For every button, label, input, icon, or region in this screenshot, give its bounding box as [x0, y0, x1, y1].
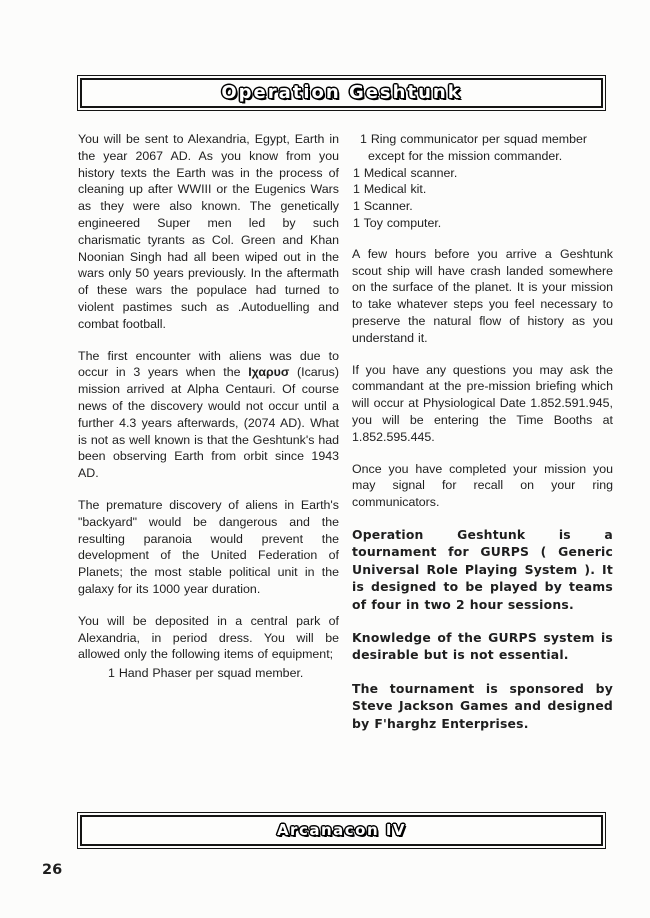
equipment-item-medical-kit: 1 Medical kit. [353, 182, 427, 197]
paragraph-recall: Once you have completed your mission you may signal for recall on your ring communicators. [352, 461, 613, 510]
equipment-list [352, 131, 613, 232]
next-section-title: Arcanacon IV [276, 821, 407, 839]
note-sponsor: The tournament is sponsored by Steve Jackson Games and designed by F'harghz Enterprises. [352, 680, 613, 731]
bottom-title-banner [77, 812, 606, 849]
note-knowledge: Knowledge of the GURPS system is desirable but is not essential. [352, 629, 613, 663]
paragraph-first-encounter-post: (Icarus) mission arrived at Alpha Centauri. Of course news of the discovery would not occur until a further 4.3 years afterwards, (2074 AD). What is not as well known is that the Geshtunk's had been observing Earth from orbit since 1943 AD. [78, 365, 340, 481]
paragraph-deposit: You will be deposited in a central park of Alexandria, in period dress. You will be allowed only the following items of equipment; [78, 613, 339, 662]
left-column [78, 131, 339, 697]
paragraph-pre-mission-briefing: If you have any questions you may ask the commandant at the pre-mission briefing which will occur at Physiological Date 1.852.591.945, you will be entering the Time Booths at 1.852.595.445. [352, 362, 613, 444]
greek-word-icarus: Ιχαρυσ [248, 365, 290, 380]
equipment-hand-phaser: 1 Hand Phaser per squad member. [108, 666, 304, 681]
equipment-item-toy-computer: 1 Toy computer. [353, 215, 442, 230]
equipment-item-ring-communicator: 1 Ring communicator per squad member except for the mission commander. [360, 132, 588, 163]
equipment-item-scanner: 1 Scanner. [353, 199, 413, 214]
paragraph-first-encounter-pre: The first encounter with aliens was due to occur in 3 years when the [78, 348, 339, 380]
equipment-item-medical-scanner: 1 Medical scanner. [353, 165, 458, 180]
top-title-banner [77, 75, 606, 111]
note-tournament-format: Operation Geshtunk is a tournament for GURPS ( Generic Universal Role Playing System ). It is designed to be played by teams of four in two 2 hour sessions. [352, 526, 613, 612]
right-column [352, 131, 613, 748]
paragraph-crash-landing: A few hours before you arrive a Geshtunk scout ship will have crash landed somewhere on the surface of the planet. It is your mission to take whatever steps you feel necessary to preserve the natural flow of history as you understand it. [352, 246, 613, 345]
bottom-title-banner-frame [80, 815, 603, 846]
top-title-banner-frame [80, 78, 603, 108]
page-title: Operation Geshtunk [221, 82, 462, 103]
page-number: 26 [42, 862, 63, 878]
paragraph-briefing-intro: You will be sent to Alexandria, Egypt, Earth in the year 2067 AD. As you know from you history texts the Earth was in the process of cleaning up after WWIII or the Eugenics Wars as they were also known. The genetically engineered Super men led by such charismatic tyrants as Col. Green and Khan Noonian Singh had all been wiped out in the wars only 50 years previously. In the aftermath of these wars the populace had turned to violent pastimes such as .Autoduelling and combat football. [78, 132, 339, 331]
paragraph-first-encounter [78, 348, 339, 482]
paragraph-premature-discovery: The premature discovery of aliens in Earth's "backyard" would be dangerous and the resulting paranoia would prevent the development of the United Federation of Planets; the most stable political unit in the galaxy for its 1000 year duration. [78, 497, 339, 596]
